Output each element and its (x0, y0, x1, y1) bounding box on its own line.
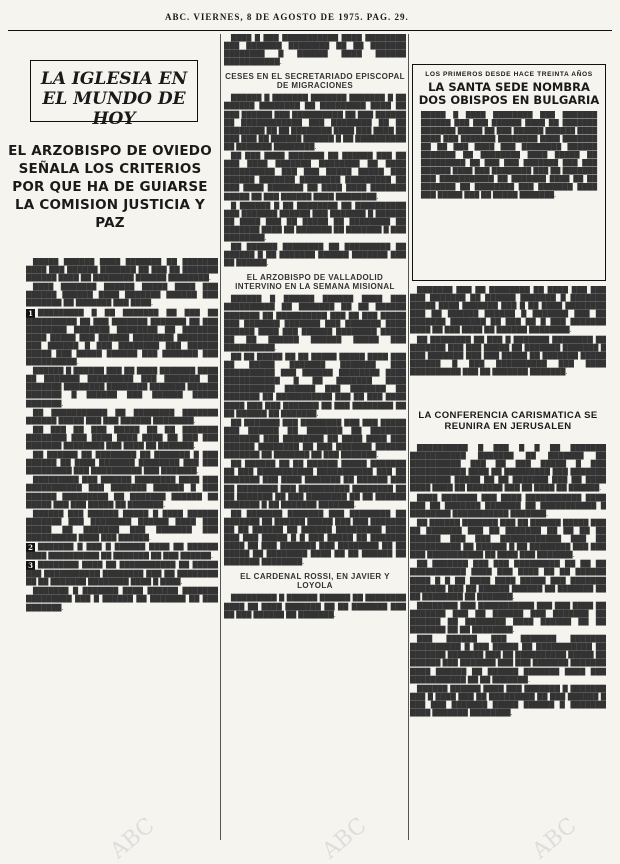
article-paragraph: ██████ ██████ ████ ███ ███████ █ ███████ ███ █ ████ ███ ██ █████████ ██ ███ ██████ █ ███ ███ ███████ █████ ██████ █ ███████ ████ ███████ ████████. (410, 684, 606, 717)
article-paragraph: ████████ ███ ███████████ ███ ███ ████ ██ ███████ ███ ██ ██████ ███ ███████ ██ ██████ ██ ████████ ████ ██████ ██ ██ ███████ ██ ██ ████████. (410, 601, 606, 635)
article-paragraph: ██ ███████ ███ ████████ ███ ███ █████ ███ ██████ ██ ███████ ██ ███████ ███████ ███ ████████ ██ ████ ████ ███ ██████ ████████ ██ ███ ███████ ██████ ███████ ██ ███████ ██ ███ ███████. (224, 418, 406, 460)
numbered-paragraph: 1 █████████ █ ██ ███████ ██ ███ ██ ██████████ ██ ███ ███████ ███████ ██ ███ ████████ ███████ ████████ ██ ███████ ████ █████ ███ ██████ ████████ ████████ ███ ██████ █ ███ ████████ ███ ██████ █████ ███ █████ ██████ ███ ███████ ███ ██████████. (26, 308, 218, 367)
carismatica-headline-block (410, 410, 606, 440)
main-article-body (26, 258, 218, 838)
header-rule (8, 30, 612, 31)
subhead-valladolid: EL ARZOBISPO DE VALLADOLID INTERVINO EN LA SEMANA MISIONAL (235, 273, 395, 292)
carismatica-headline: LA CONFERENCIA CARISMATICA SE REUNIRA EN JERUSALEN (418, 410, 598, 432)
watermark: ABC (317, 813, 372, 864)
numbered-paragraph: 2 ███████ █ ███ █ ██████ ████ ██ ██████ ████ ██████████ ██ ███████ ██ ███ ██████. (26, 543, 218, 561)
article-paragraph: ██████ █ ██████ ██████ ████ ███ ██████████ ██ ███████ ██ ██ ██████ ███████ ██ ██████████ ███ ██ ███ █████ ███ ███████ ███████ ███ ███████ ████ ██████ ████ ███ ██████ ████████ █████ ██ ██ ██████ ██████ █████ ███ ██████████. (224, 295, 406, 352)
article-paragraph: ███████ ███ ██ ████████ ██ ████ ███ ███ ███ ███████ ██ ██████ ███████ █ ███████ █████ ████ ███████ ███ █ ██ ████ ████████ ███ ██ ██████ ██████ █ ███████ ███ ██ ███████ ███████ ██ ███ ██ █ ███ ███████ ████ ██ ███ ████ ██ ██████ ████████. (410, 286, 606, 335)
box-headline: LA SANTA SEDE NOMBRA DOS OBISPOS EN BULGARIA (418, 80, 600, 107)
article-paragraph: █████████ █ ██████ ██████ ██ ████████ ████ ██ ████ ███████ ██ ██ ███████ ███ ██ ███ ██████ ██ ███████. (224, 594, 406, 619)
article-paragraph: ███ ██████ ███ ███████ ███████ ██████████ █ ███ █████ ██ ███████████ ██ ███████ ███████ ███ ██ ██████████ █████ ██ ██████ ███ ███████ ███ ███ ███████ ███████ ████ ██████ ██ ██████ ███████ ████ ███ ███████████ ██ ██ ███████. (410, 635, 606, 684)
main-headline: EL ARZOBISPO DE OVIEDO SEÑALA LOS CRITERIOS POR QUE HA DE GUIARSE LA COMISION JUSTICIA Y PAZ (8, 143, 212, 231)
box-kicker: LOS PRIMEROS DESDE HACE TREINTA AÑOS (425, 71, 593, 78)
box-text: █████ █ ████ ████████ ███ ███████ ██████ ███ ███ ██████ ████ ██ ███████ ███████ █████ ██ ███ ██████ ██████ ████ ████ ███ ███████ ████████ ████ ███████ ██ ██ ███ ████ ███ ████████ ██████ ███████ ██ ████████ ████ █████ ██ █████████ ██ ███ ███ ███████ ███ ███ ██████ ████ ███ ████████ ███ ██ ███████ ███ ███████████ ██ ███████ ████ ██ ██ ███████ ██ ████████ ███ ███████ ████ ███ █████ ███ ██ █████ ███████. (421, 111, 597, 199)
masthead-date-line: ABC. VIERNES, 8 DE AGOSTO DE 1975. PAG. 29. (165, 12, 409, 22)
middle-column (224, 34, 406, 844)
column-divider (408, 34, 409, 840)
subhead-ceses: CESES EN EL SECRETARIADO EPISCOPAL DE MIGRACIONES (225, 72, 405, 91)
article-paragraph: ██████ █ ██████ ███ ██ ████ ███████ ████ ██ ███████ █████████ ███ ███████ ██ ███████ ████████ ████████ ███████ ██████ ███████ █ ██████ ███ ██████ █████ ███████. (26, 367, 218, 408)
watermark: ABC (105, 813, 160, 864)
article-paragraph: ████ ███████ ███ ████ ███████████ ████ ███ ██ ███████ ███████ ██ ███████████ █ ████████ ███████████ ███████. (410, 493, 606, 518)
numbered-paragraph: 3 ████████ ████ ██ ███████████ ██ █████ ███ ███████████ ████████ ███ ██ ████████ ██ ██ ███████ ████████ ████ █ ████. (26, 561, 218, 587)
article-paragraph: ██████████ █ ███ █ █ ██ ███████ ███████████ ███████ ██ ███████ ██ ██████████ ███ ██ ███ █████ █ ███ ███████████ ████ ██ █████████ ███ ███████ ████████ █████ ██ ██ ███████ ███ ██ ████ ████ ████ ██ ███████ ███ ██ ████ ██ ██████. (410, 444, 606, 493)
column-divider (220, 34, 221, 840)
article-paragraph: ██████ █ ███████ ███████ ███████ █ ██ ██████ ████████ ██ █████████ ████ ██ ███ ██████ ███ ██████████ ██ ███ ██████ ██ ████████████ ███ ████████ ██ ██ ████████ ██ ██ ████████ ████ ███ ████ ██ ███ ███ ██ ██████ ██████ █ ██ ██████████ ██ ███████ ████████. (224, 94, 406, 151)
article-paragraph: █████████ ███ ██████ ████████ ████ ███ ███████████ ███ ███████ ██████ █ ███ ██████ █████████ ██ ███████ ██████ ██ █████ ███ ███ █████ ██ ███████. (26, 476, 218, 509)
article-paragraph: █████ ██████ ████ ███████ ██ ███████ ████ ███ ██████ ███████ ██ ███ ██ ███████ ██████ ████ ██ ████████ ██████ ████████. (26, 258, 218, 283)
paragraph-number: 1 (26, 309, 35, 318)
page-header (0, 12, 620, 30)
bulgaria-boxed-story (412, 64, 606, 281)
article-paragraph: ██ ███████████ ██ ████████ ███████ ██████ █████ ███ ███ ██████ ████████. (26, 408, 218, 425)
section-label: LA IGLESIA EN EL MUNDO DE HOY (40, 69, 188, 129)
article-paragraph: ██████ ███ ██████ █████ █ ████ ██████ ███████ ███ ████████ ██████ ████ ███ █████ ██ ███████ ███ ███████ ███ ██████████ ████ ███ ██████. (26, 509, 218, 542)
main-headline-block (4, 142, 216, 254)
paragraph-number: 2 (26, 543, 35, 552)
section-label-box (30, 60, 198, 129)
article-paragraph: ██ ██ █████ ██ ██ █████ █████ ████ ███ ██ █████ ███████ ███████ ███ ██████████ ███ ██████ ████████ ████ ███████████ █ ██ ███████ ████ ██████████ ██████ ███ ███████ ██ ███████ ██ ███████████ ███ ██ ███ ████ ████ ███ ███ ███████ ██ ███ ████████ ██ ██ ██████ ██ ███████. (224, 353, 406, 418)
article-paragraph: ██ ███████ ███ ███ █████████ ██ ██ ██ ███████████ ████ ███ ████ ██ ██ ██████ ████ █ █ ██ ████ ████ █████ ███ ███████ ███████ ███ ██ ██████ ██████ ██ ███████ ██ ██ ████████ ██ ███████. (410, 560, 606, 601)
article-paragraph: ██ ██████ ██ ████████ ██ ███████ █ ███ ██████ ██ ████ ███████ ████████ ███ ███ █████████ ███ ██████████ ███ ███████. (26, 451, 218, 476)
article-paragraph: ██ ███ ████ ███████ ██ ██████ ███ ██ ███ ████ ███████ ████████ ██ ████ ██████████ ███ ███ █████ █████ ███ ██████ ███████ ████████ █████████ ██ ███ ████ ███████ ██ ████ ████ ███████ █████ ██ ███ ██████ ████ ████████. (224, 152, 406, 201)
article-paragraph: ██ ████████ ██ ███ █ ███████ ████████ ██ ███████ ███ ███ █████ ██ ███████ ███████ █ ███ ███████ ███ ███ █████ ██ ███████ █████ ██████ █ ███ ██████████ ███ ████ ██████████ ███ ██ ███████ ███████. (410, 335, 606, 376)
paragraph-number: 3 (26, 561, 35, 570)
article-paragraph: ███████ █ ███████ ████ ██████ ███████ █████████ ███ █ ██████ ██ ███████ ██ ███ ███████. (26, 587, 218, 612)
article-paragraph: ██ ██████ ███████ ███ ██ ██████ █████ ███ ██ ███████ ███ ██ ███████ ██ ██ ██ ██ ██████ ███ ███ ████████████ ███ ██ ██████████ ██ ██████ █ ██ ████████ ███ ███ ███ ███████████ ██ ████ ███ ███████. (410, 518, 606, 560)
subhead-rossi: EL CARDENAL ROSSI, EN JAVIER Y LOYOLA (240, 572, 390, 591)
article-paragraph: ██ ██████ ██ ██ ██████ █████ ███████ ██ ███ ███████████ ███████████ ███ ██ ███████ ███ ████ ███████ ██ ██████ ███ ██ ████████ ███ ██████████ ████████ ██ ██ ███████ ██ ███ ████████ ██ ██ ██████ ███████ █ ██ ███████ ███████. (224, 460, 406, 509)
article-paragraph: ██ ███████ ███████ ███ ████████ ██ ███████ ██ ██████ █████ ███ ███ ███████ ██ ██ ██████ ██ ██████ █████████ ████ ███ ███ █████ █ █ ███ █████ ██ ███████ ████ ██ ███ ███████ ███ ████████ ██ ██ █████ ██ ████████ ████ ██ ██ ██████ ██ ███████ ████████. (224, 509, 406, 567)
article-paragraph: ██ ██████ ████████ ██ █████████ ██ ██████ █ ██ ███████ ██████ ███████ ███ ██ ██████. (224, 243, 406, 268)
article-paragraph: █ ██████ █ ██ ████████ ██ ██████████ ███ ███████ ██████ ███ ███████ █ ██████ ██ ████ ███ ██ █████ ██ ████████ ██ ███████ ████ ██ ███████ ██ ███████ █ ███ ████████. (224, 201, 406, 242)
article-paragraph: ████ █ ███ ███████████ ████ ████████ ███ ███████ ████████ ██ ██ ███████ ████████ █ ██████ ████ ██████ ███████████. (224, 34, 406, 67)
article-paragraph: ████ ███████ ██████ █████ ████ ███ ██████ ██████ ████ ███████ ██████ ███ ███████ ██ ███████ ███ ████. (26, 283, 218, 308)
right-article-top (410, 286, 606, 406)
watermark: ABC (527, 813, 582, 864)
right-article-bottom (410, 444, 606, 840)
article-paragraph: ██ ███ ██ ███ █████ ██ ██ ███████ ████████ ███ ████ ████ ████ ██ ███ ███ ███████ ████████ ███ ████ ██ ███████. (26, 425, 218, 450)
